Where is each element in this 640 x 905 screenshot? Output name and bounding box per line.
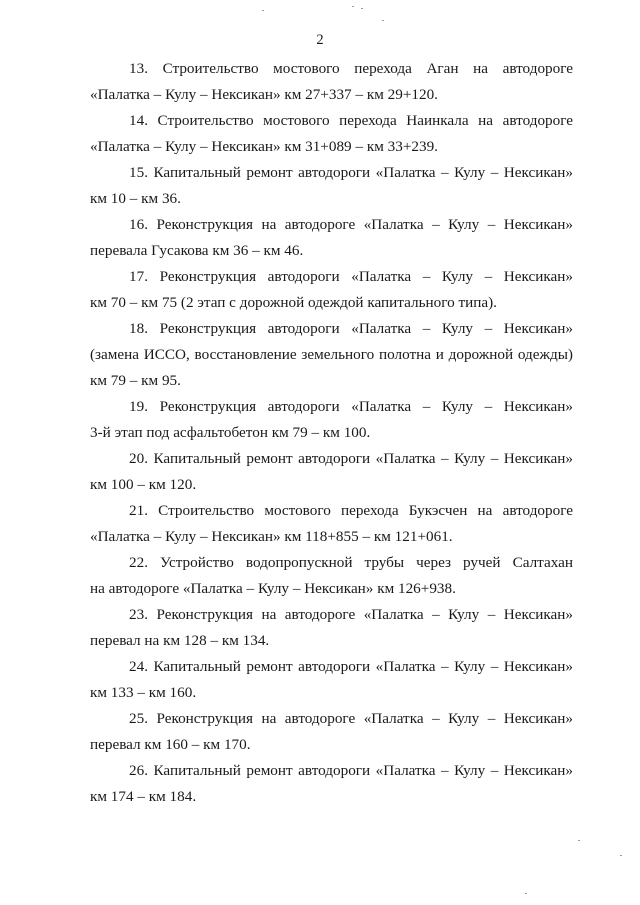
list-item — [90, 212, 573, 264]
item-line: 22. Устройство водопропускной трубы через ручей Салтахан — [129, 554, 573, 571]
list-item — [90, 498, 573, 550]
list-item — [90, 758, 573, 810]
item-line: 19. Реконструкция автодороги «Палатка – Кулу – Нексикан» — [129, 398, 573, 415]
scan-speck — [578, 840, 580, 841]
item-line: 26. Капитальный ремонт автодороги «Палатка – Кулу – Нексикан» — [129, 762, 573, 779]
item-line: 20. Капитальный ремонт автодороги «Палатка – Кулу – Нексикан» — [129, 450, 573, 467]
list-item — [90, 56, 573, 108]
item-line: км 70 – км 75 (2 этап с дорожной одеждой капитального типа). — [90, 294, 497, 311]
list-item — [90, 394, 573, 446]
item-line: перевал км 160 – км 170. — [90, 736, 251, 753]
scan-speck — [382, 20, 384, 21]
scan-speck — [361, 8, 363, 9]
item-line: «Палатка – Кулу – Нексикан» км 31+089 – км 33+239. — [90, 138, 438, 155]
item-line: «Палатка – Кулу – Нексикан» км 27+337 – км 29+120. — [90, 86, 438, 103]
list-item — [90, 550, 573, 602]
item-line: перевала Гусакова км 36 – км 46. — [90, 242, 304, 259]
item-line: 25. Реконструкция на автодороге «Палатка – Кулу – Нексикан» — [129, 710, 573, 727]
item-line: км 100 – км 120. — [90, 476, 197, 493]
item-line: «Палатка – Кулу – Нексикан» км 118+855 – км 121+061. — [90, 528, 453, 545]
item-line: 23. Реконструкция на автодороге «Палатка – Кулу – Нексикан» — [129, 606, 573, 623]
list-item — [90, 446, 573, 498]
page-number: 2 — [316, 32, 324, 48]
item-line: перевал на км 128 – км 134. — [90, 632, 270, 649]
item-line: (замена ИССО, восстановление земельного полотна и дорожной одежды) — [90, 346, 573, 363]
list-item — [90, 654, 573, 706]
item-line: 17. Реконструкция автодороги «Палатка – Кулу – Нексикан» — [129, 268, 573, 285]
scan-speck — [352, 6, 354, 7]
item-list — [90, 56, 573, 810]
item-line: км 10 – км 36. — [90, 190, 181, 207]
item-line: 13. Строительство мостового перехода Аган на автодороге — [129, 60, 573, 77]
list-item — [90, 602, 573, 654]
list-item — [90, 316, 573, 394]
scan-speck — [620, 855, 622, 856]
item-line: 21. Строительство мостового перехода Букэсчен на автодороге — [129, 502, 573, 519]
item-line: км 79 – км 95. — [90, 372, 181, 389]
item-line: 24. Капитальный ремонт автодороги «Палатка – Кулу – Нексикан» — [129, 658, 573, 675]
item-line: 18. Реконструкция автодороги «Палатка – Кулу – Нексикан» — [129, 320, 573, 337]
item-line: 14. Строительство мостового перехода Наинкала на автодороге — [129, 112, 573, 129]
list-item — [90, 264, 573, 316]
list-item — [90, 160, 573, 212]
item-line: 3-й этап под асфальтобетон км 79 – км 100. — [90, 424, 371, 441]
list-item — [90, 706, 573, 758]
item-line: на автодороге «Палатка – Кулу – Нексикан» км 126+938. — [90, 580, 456, 597]
list-item — [90, 108, 573, 160]
scan-speck — [525, 893, 527, 894]
item-line: км 133 – км 160. — [90, 684, 197, 701]
item-line: 15. Капитальный ремонт автодороги «Палатка – Кулу – Нексикан» — [129, 164, 573, 181]
scan-speck — [262, 10, 264, 11]
item-line: 16. Реконструкция на автодороге «Палатка – Кулу – Нексикан» — [129, 216, 573, 233]
item-line: км 174 – км 184. — [90, 788, 197, 805]
